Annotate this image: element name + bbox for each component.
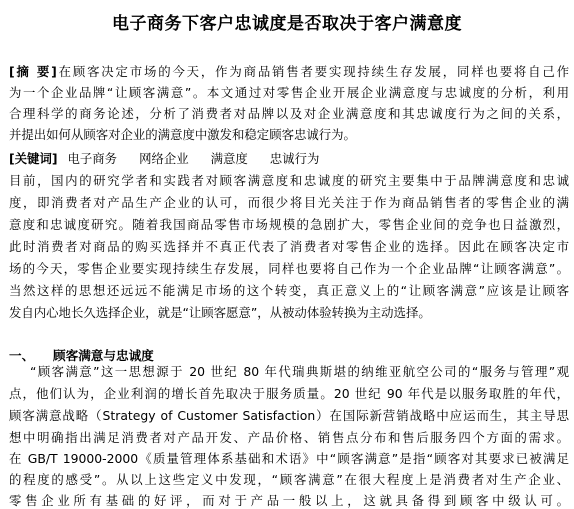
- section-number: 一、: [9, 348, 35, 363]
- body-line: 意度和忠诚度研究。随着我国商品零售市场规模的急剧扩大，零售企业间的竞争也日益激烈，: [9, 217, 569, 232]
- abstract-line: 为一个企业品牌“让顾客满意”。本文通过对零售企业开展企业满意度与忠诚度的分析，利用: [9, 85, 569, 100]
- body-line: 场的今天，零售企业要实现持续生存发展，同样也要将自己作为一个企业品牌“让顾客满意”。: [9, 261, 569, 276]
- section-title: 顾客满意与忠诚度: [53, 348, 154, 363]
- section-heading: [9, 345, 154, 364]
- abstract-text: 在顾客决定市场的今天，作为商品销售者要实现持续生存发展，同样也要将自己作: [56, 64, 570, 79]
- keyword: 忠诚行为: [269, 151, 320, 166]
- body-line: 此时消费者对商品的购买选择并不真正代表了消费者对零售企业的选择。因此在顾客决定市: [9, 239, 569, 254]
- body-line: 想中明确指出满足消费者对产品开发、产品价格、销售点分布和售后服务四个方面的需求。: [9, 430, 569, 445]
- abstract-label: [摘 要]: [9, 64, 57, 79]
- body-line: 顾客满意战略（Strategy of Customer Satisfaction）在国际新营销战略中应运而生，其主导思: [9, 408, 569, 423]
- abstract-line: 并提出如何从顾客对企业的满意度中激发和稳定顾客忠诚行为。: [9, 127, 356, 142]
- keyword: 电子商务: [67, 151, 118, 166]
- body-line: 零售企业所有基础的好评，而对于产品一般以上，这就具备得到顾客中级认可。: [9, 493, 569, 508]
- body-line: 目前，国内的研究学者和实践者对顾客满意度和忠诚度的研究主要集中于品牌满意度和忠诚: [9, 173, 569, 188]
- keywords-line: [9, 151, 569, 167]
- keyword: 网络企业: [139, 151, 189, 166]
- body-line: 度，即消费者对产品生产企业的认可，而很少将目光关注于作为商品销售者的零售企业的满: [9, 195, 569, 210]
- abstract-line: 合理科学的商务论述，分析了消费者对品牌以及对企业满意度和其忠诚度行为之间的关系，: [9, 106, 569, 121]
- body-line: 发自内心地长久选择企业，就是“让顾客愿意”，从被动体验转换为主动选择。: [9, 305, 431, 320]
- body-line: 点，他们认为，企业利润的增长首先取决于服务质量。20 世纪 90 年代是以服务取胜的年代，: [9, 386, 569, 401]
- paper-title: 电子商务下客户忠诚度是否取决于客户满意度: [112, 14, 462, 34]
- body-line: 的程度的感受”。从以上这些定义中发现，“顾客满意”在很大程度上是消费者对生产企业、: [9, 472, 569, 487]
- body-line: “顾客满意”这一思想源于 20 世纪 80 年代瑞典斯堪的纳维亚航空公司的“服务与管理”观: [30, 364, 569, 379]
- abstract-line: [9, 64, 569, 80]
- keywords-label: [关键词]: [9, 151, 58, 166]
- body-line: 当然这样的思想还远远不能满足市场的这个转变，真正意义上的“让顾客满意”应该是让顾客: [9, 283, 569, 298]
- keyword: 满意度: [210, 151, 248, 166]
- body-line: 在 GB/T 19000-2000《质量管理体系基础和术语》中“顾客满意”是指“顾客对其要求已被满足: [9, 451, 569, 466]
